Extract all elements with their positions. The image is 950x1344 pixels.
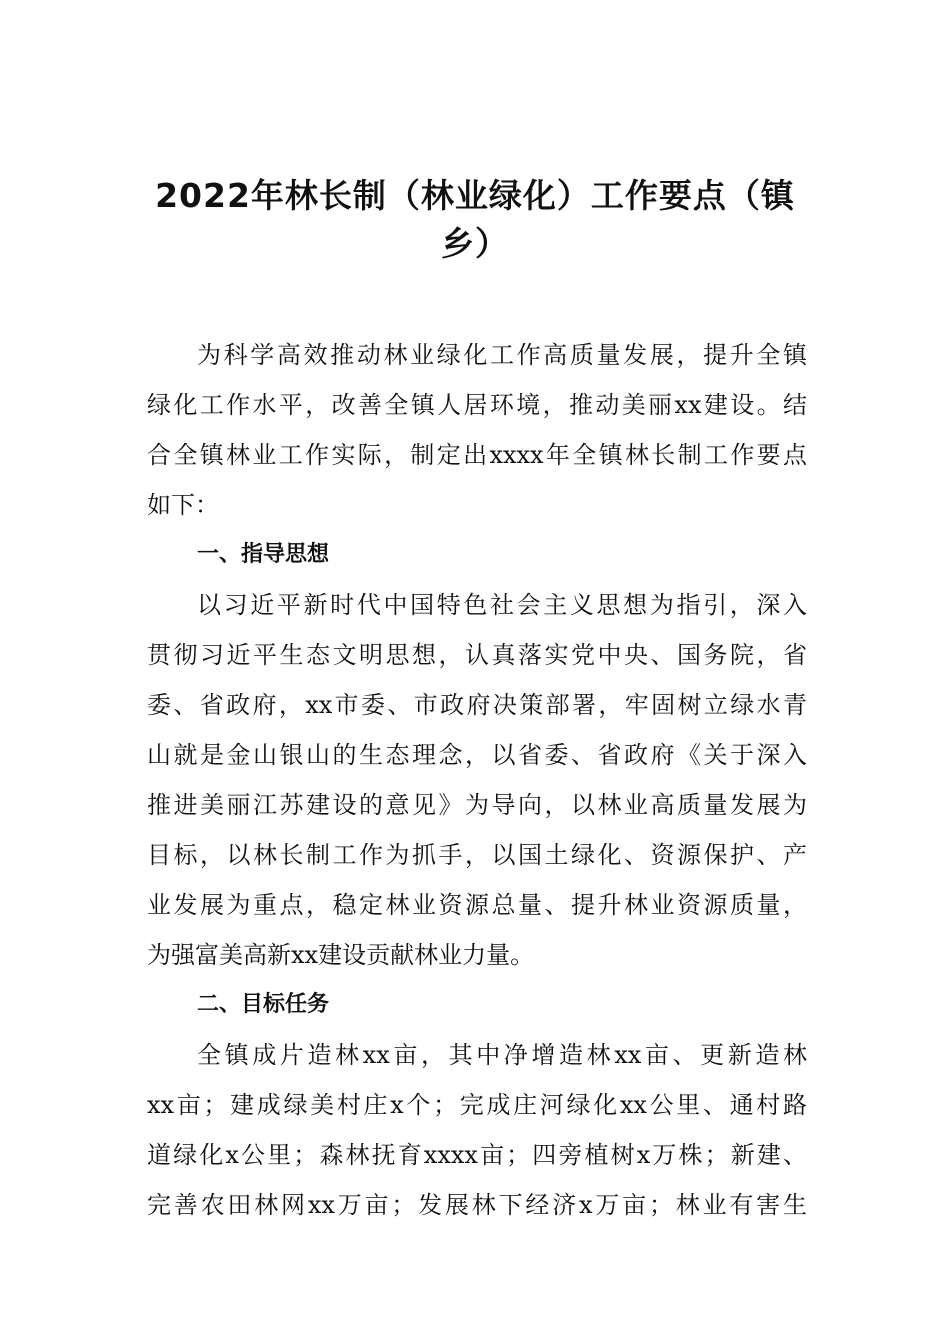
paragraph-line: 合全镇林业工作实际，制定出xxxx年全镇林长制工作要点 — [147, 441, 807, 469]
paragraph-line: 业发展为重点，稳定林业资源总量、提升林业资源质量， — [147, 891, 807, 919]
paragraph-line: 为科学高效推动林业绿化工作高质量发展，提升全镇 — [197, 341, 807, 369]
paragraph-line: 绿化工作水平，改善全镇人居环境，推动美丽xx建设。结 — [147, 391, 807, 419]
paragraph-line: 全镇成片造林xx亩，其中净增造林xx亩、更新造林 — [197, 1041, 807, 1069]
paragraph-line: 完善农田林网xx万亩；发展林下经济x万亩；林业有害生 — [147, 1191, 807, 1219]
paragraph-line: 如下： — [147, 491, 219, 519]
paragraph-line: 贯彻习近平生态文明思想，认真落实党中央、国务院，省 — [147, 641, 807, 669]
paragraph-line: 委、省政府，xx市委、市政府决策部署，牢固树立绿水青 — [147, 691, 807, 719]
paragraph-line: 推进美丽江苏建设的意见》为导向，以林业高质量发展为 — [147, 791, 807, 819]
document-body — [147, 330, 807, 1230]
title-line-2: 乡） — [441, 224, 509, 263]
paragraph-line: 山就是金山银山的生态理念，以省委、省政府《关于深入 — [147, 741, 807, 769]
paragraph-line: 目标，以林长制工作为抓手，以国土绿化、资源保护、产 — [147, 841, 807, 869]
paragraph-line: 为强富美高新xx建设贡献林业力量。 — [147, 941, 535, 969]
paragraph-line: 道绿化x公里；森林抚育xxxx亩；四旁植树x万株；新建、 — [147, 1141, 807, 1169]
section-heading-guiding-ideology: 一、指导思想 — [197, 542, 330, 567]
targets-paragraph — [147, 1030, 807, 1230]
intro-paragraph — [147, 330, 807, 530]
document-title — [145, 172, 805, 268]
guiding-ideology-paragraph — [147, 580, 807, 980]
section-heading-targets: 二、目标任务 — [197, 992, 330, 1017]
paragraph-line: 以习近平新时代中国特色社会主义思想为指引，深入 — [197, 591, 807, 619]
title-line-1: 2022年林长制（林业绿化）工作要点（镇 — [155, 176, 795, 215]
paragraph-line: xx亩；建成绿美村庄x个；完成庄河绿化xx公里、通村路 — [147, 1091, 807, 1119]
